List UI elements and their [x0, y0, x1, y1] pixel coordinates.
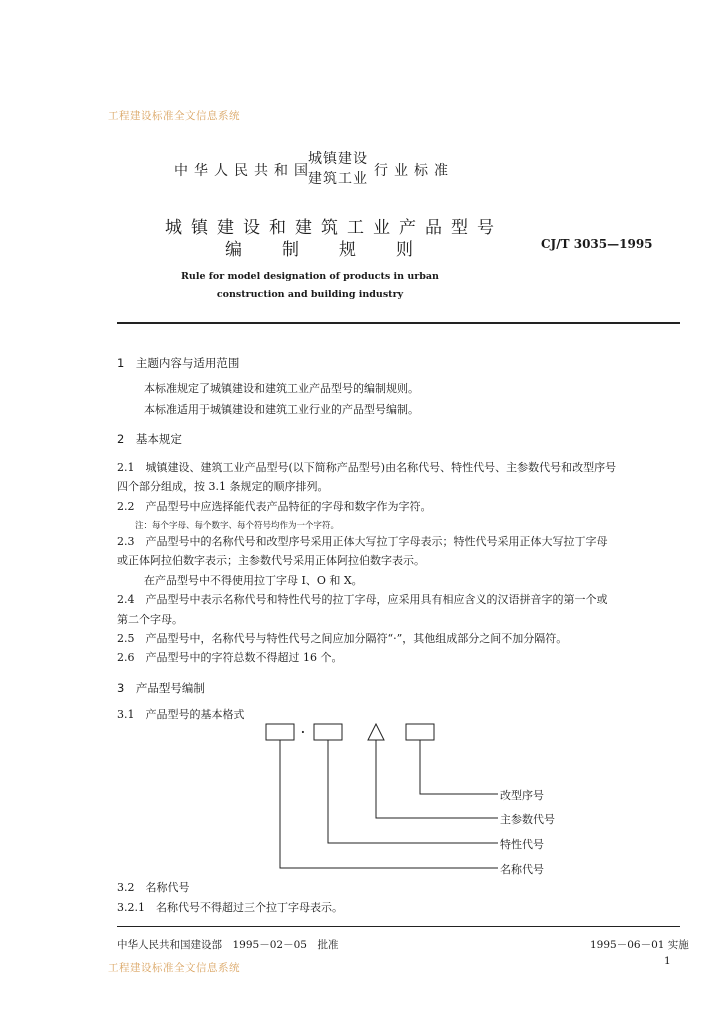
footer-implement-date: 1995－06－01 实施 — [590, 939, 689, 951]
clause-3-2: 3.2 名称代号 — [117, 881, 190, 894]
section-1-heading: 1 主题内容与适用范围 — [117, 356, 240, 370]
section-3-heading: 3 产品型号编制 — [117, 681, 205, 695]
label-revision: 改型序号 — [500, 789, 544, 802]
header-country: 中华人民共和国 — [174, 163, 314, 179]
name-code-box — [266, 724, 294, 740]
name-leader — [280, 740, 498, 868]
clause-2-4-line1: 2.4 产品型号中表示名称代号和特性代号的拉丁字母，应采用具有相应含义的汉语拼音字的第一个或 — [117, 593, 608, 606]
clause-2-3-line3: 在产品型号中不得使用拉丁字母 I、O 和 X。 — [144, 574, 363, 587]
page-number: 1 — [664, 955, 671, 967]
clause-2-5: 2.5 产品型号中，名称代号与特性代号之间应加分隔符“·”，其他组成部分之间不加分隔符。 — [117, 632, 568, 645]
main-param-triangle — [368, 724, 384, 740]
section-1-paragraph-1: 本标准规定了城镇建设和建筑工业产品型号的编制规则。 — [144, 382, 419, 395]
label-name: 名称代号 — [500, 863, 544, 876]
header-sector-line2: 建筑工业 — [308, 171, 368, 187]
clause-2-6: 2.6 产品型号中的字符总数不得超过 16 个。 — [117, 651, 343, 664]
bottom-rule — [117, 926, 680, 927]
revision-box — [406, 724, 434, 740]
feature-leader — [328, 740, 498, 843]
feature-code-box — [314, 724, 342, 740]
clause-2-2: 2.2 产品型号中应选择能代表产品特征的字母和数字作为字符。 — [117, 500, 432, 513]
watermark-bottom: 工程建设标准全文信息系统 — [108, 962, 240, 974]
title-line1: 城镇建设和建筑工业产品型号 — [165, 218, 503, 238]
standard-code: CJ/T 3035—1995 — [541, 237, 653, 251]
label-main-param: 主参数代号 — [500, 813, 555, 826]
english-title-line1: Rule for model designation of products in urban — [181, 271, 439, 282]
clause-2-4-line2: 第二个字母。 — [117, 613, 183, 626]
clause-2-3-line1: 2.3 产品型号中的名称代号和改型序号采用正体大写拉丁字母表示；特性代号采用正体大写拉丁字母 — [117, 535, 608, 548]
title-line2: 编制规则 — [225, 240, 453, 260]
header-sector-line1: 城镇建设 — [308, 151, 368, 167]
english-title-line2: construction and building industry — [216, 289, 404, 300]
header-standard-type: 行业标准 — [374, 163, 454, 179]
clause-3-2-1: 3.2.1 名称代号不得超过三个拉丁字母表示。 — [117, 901, 343, 914]
main-param-leader — [376, 740, 498, 818]
section-2-heading: 2 基本规定 — [117, 432, 182, 446]
clause-2-1-line2: 四个部分组成，按 3.1 条规定的顺序排列。 — [117, 480, 329, 493]
clause-2-2-note: 注：每个字母、每个数字、每个符号均作为一个字符。 — [135, 521, 340, 531]
section-1-paragraph-2: 本标准适用于城镇建设和建筑工业行业的产品型号编制。 — [144, 403, 419, 416]
label-feature: 特性代号 — [500, 838, 544, 851]
footer-issuer: 中华人民共和国建设部 1995－02－05 批准 — [117, 939, 339, 951]
clause-3-1: 3.1 产品型号的基本格式 — [117, 708, 245, 721]
clause-2-3-line2: 或正体阿拉伯数字表示；主参数代号采用正体阿拉伯数字表示。 — [117, 554, 425, 567]
clause-2-1-line1: 2.1 城镇建设、建筑工业产品型号(以下简称产品型号)由名称代号、特性代号、主参数代号和改型序号 — [117, 461, 617, 474]
diagram-separator: · — [301, 726, 305, 739]
watermark-top: 工程建设标准全文信息系统 — [108, 110, 240, 122]
revision-leader — [420, 740, 498, 794]
